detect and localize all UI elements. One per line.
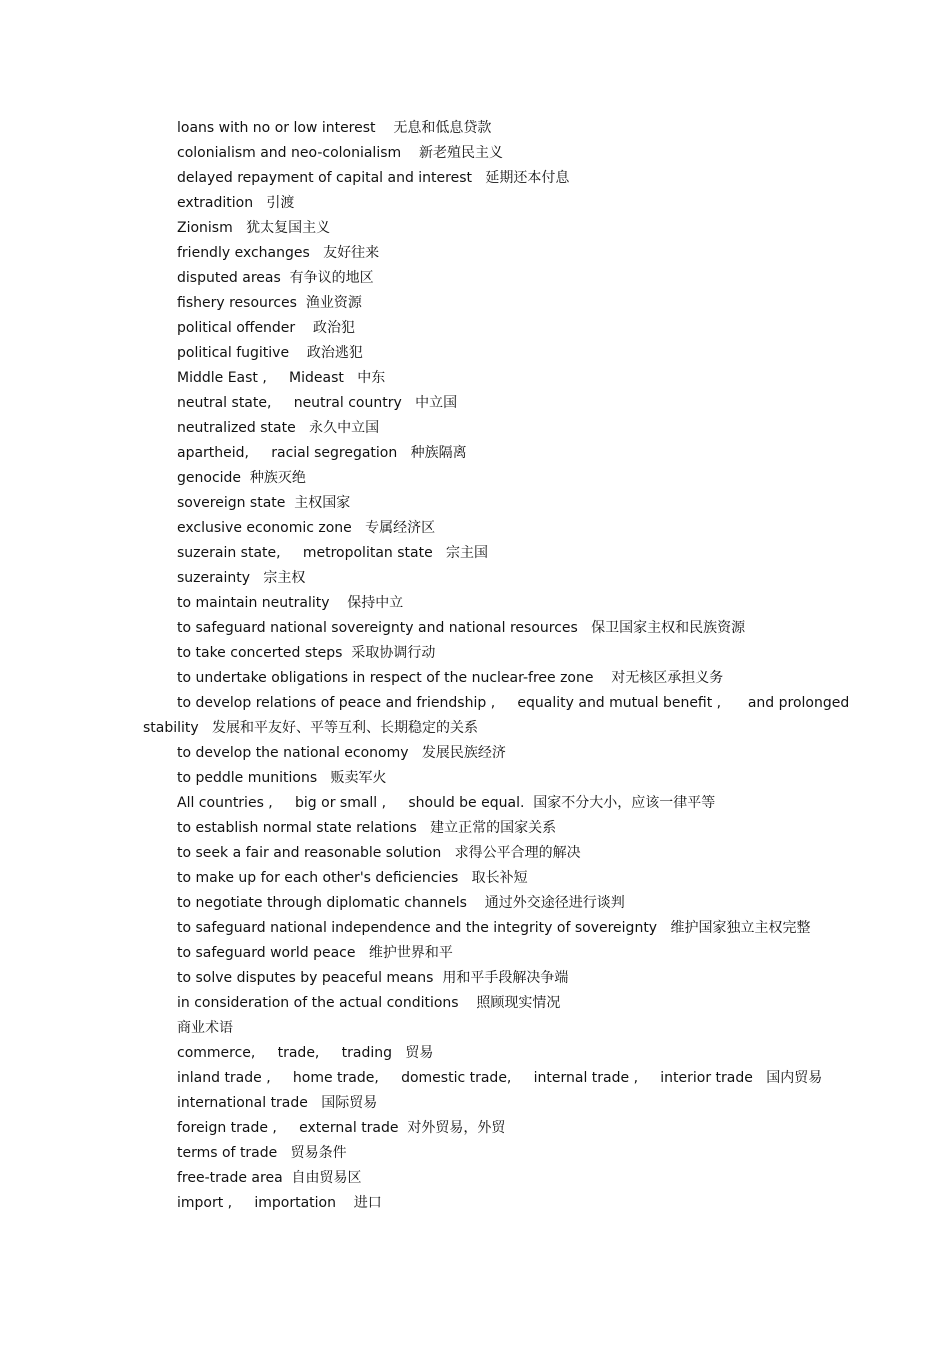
glossary-line: to maintain neutrality 保持中立 (177, 595, 404, 611)
glossary-line: in consideration of the actual conditions 照顾现实情况 (177, 995, 561, 1011)
glossary-line: to safeguard world peace 维护世界和平 (177, 945, 453, 961)
glossary-line: loans with no or low interest 无息和低息贷款 (177, 120, 492, 136)
glossary-line: Middle East , Mideast 中东 (177, 370, 386, 386)
glossary-line: free-trade area 自由贸易区 (177, 1170, 362, 1186)
glossary-line: international trade 国际贸易 (177, 1095, 378, 1111)
glossary-line: foreign trade , external trade 对外贸易，外贸 (177, 1120, 506, 1136)
glossary-line: All countries , big or small , should be equal. 国家不分大小，应该一律平等 (177, 795, 716, 811)
glossary-line: neutral state, neutral country 中立国 (177, 395, 458, 411)
glossary-line: to undertake obligations in respect of the nuclear-free zone 对无核区承担义务 (177, 670, 724, 686)
glossary-line: stability 发展和平友好、平等互利、长期稳定的关系 (143, 720, 479, 736)
glossary-line: suzerain state, metropolitan state 宗主国 (177, 545, 489, 561)
glossary-line: import , importation 进口 (177, 1195, 382, 1211)
glossary-line: 商业术语 (177, 1020, 233, 1036)
glossary-line: friendly exchanges 友好往来 (177, 245, 380, 261)
glossary-line: suzerainty 宗主权 (177, 570, 306, 586)
glossary-line: to safeguard national sovereignty and national resources 保卫国家主权和民族资源 (177, 620, 746, 636)
glossary-line: exclusive economic zone 专属经济区 (177, 520, 436, 536)
glossary-line: commerce, trade, trading 贸易 (177, 1045, 434, 1061)
glossary-line: to seek a fair and reasonable solution 求得公平合理的解决 (177, 845, 581, 861)
glossary-line: genocide 种族灭绝 (177, 470, 306, 486)
glossary-line: to establish normal state relations 建立正常的国家关系 (177, 820, 557, 836)
glossary-line: fishery resources 渔业资源 (177, 295, 362, 311)
glossary-line: inland trade , home trade, domestic trade, internal trade , interior trade 国内贸易 (177, 1070, 823, 1086)
glossary-line: to make up for each other's deficiencies 取长补短 (177, 870, 528, 886)
glossary-line: colonialism and neo-colonialism 新老殖民主义 (177, 145, 503, 161)
glossary-line: to safeguard national independence and the integrity of sovereignty 维护国家独立主权完整 (177, 920, 811, 936)
glossary-line: to peddle munitions 贩卖军火 (177, 770, 387, 786)
glossary-line: apartheid, racial segregation 种族隔离 (177, 445, 467, 461)
glossary-line: to take concerted steps 采取协调行动 (177, 645, 436, 661)
glossary-line: to develop the national economy 发展民族经济 (177, 745, 506, 761)
glossary-line: neutralized state 永久中立国 (177, 420, 380, 436)
glossary-line: disputed areas 有争议的地区 (177, 270, 374, 286)
glossary-line: to negotiate through diplomatic channels 通过外交途径进行谈判 (177, 895, 625, 911)
glossary-line: to develop relations of peace and friendship , equality and mutual benefit , and prolonged (177, 695, 850, 711)
glossary-line: terms of trade 贸易条件 (177, 1145, 347, 1161)
glossary-line: political offender 政治犯 (177, 320, 355, 336)
glossary-line: to solve disputes by peaceful means 用和平手段解决争端 (177, 970, 569, 986)
glossary-line: Zionism 犹太复国主义 (177, 220, 331, 236)
glossary-line: extradition 引渡 (177, 195, 295, 211)
glossary-line: sovereign state 主权国家 (177, 495, 351, 511)
glossary-line: delayed repayment of capital and interest 延期还本付息 (177, 170, 570, 186)
glossary-list (143, 116, 850, 1216)
glossary-line: political fugitive 政治逃犯 (177, 345, 363, 361)
